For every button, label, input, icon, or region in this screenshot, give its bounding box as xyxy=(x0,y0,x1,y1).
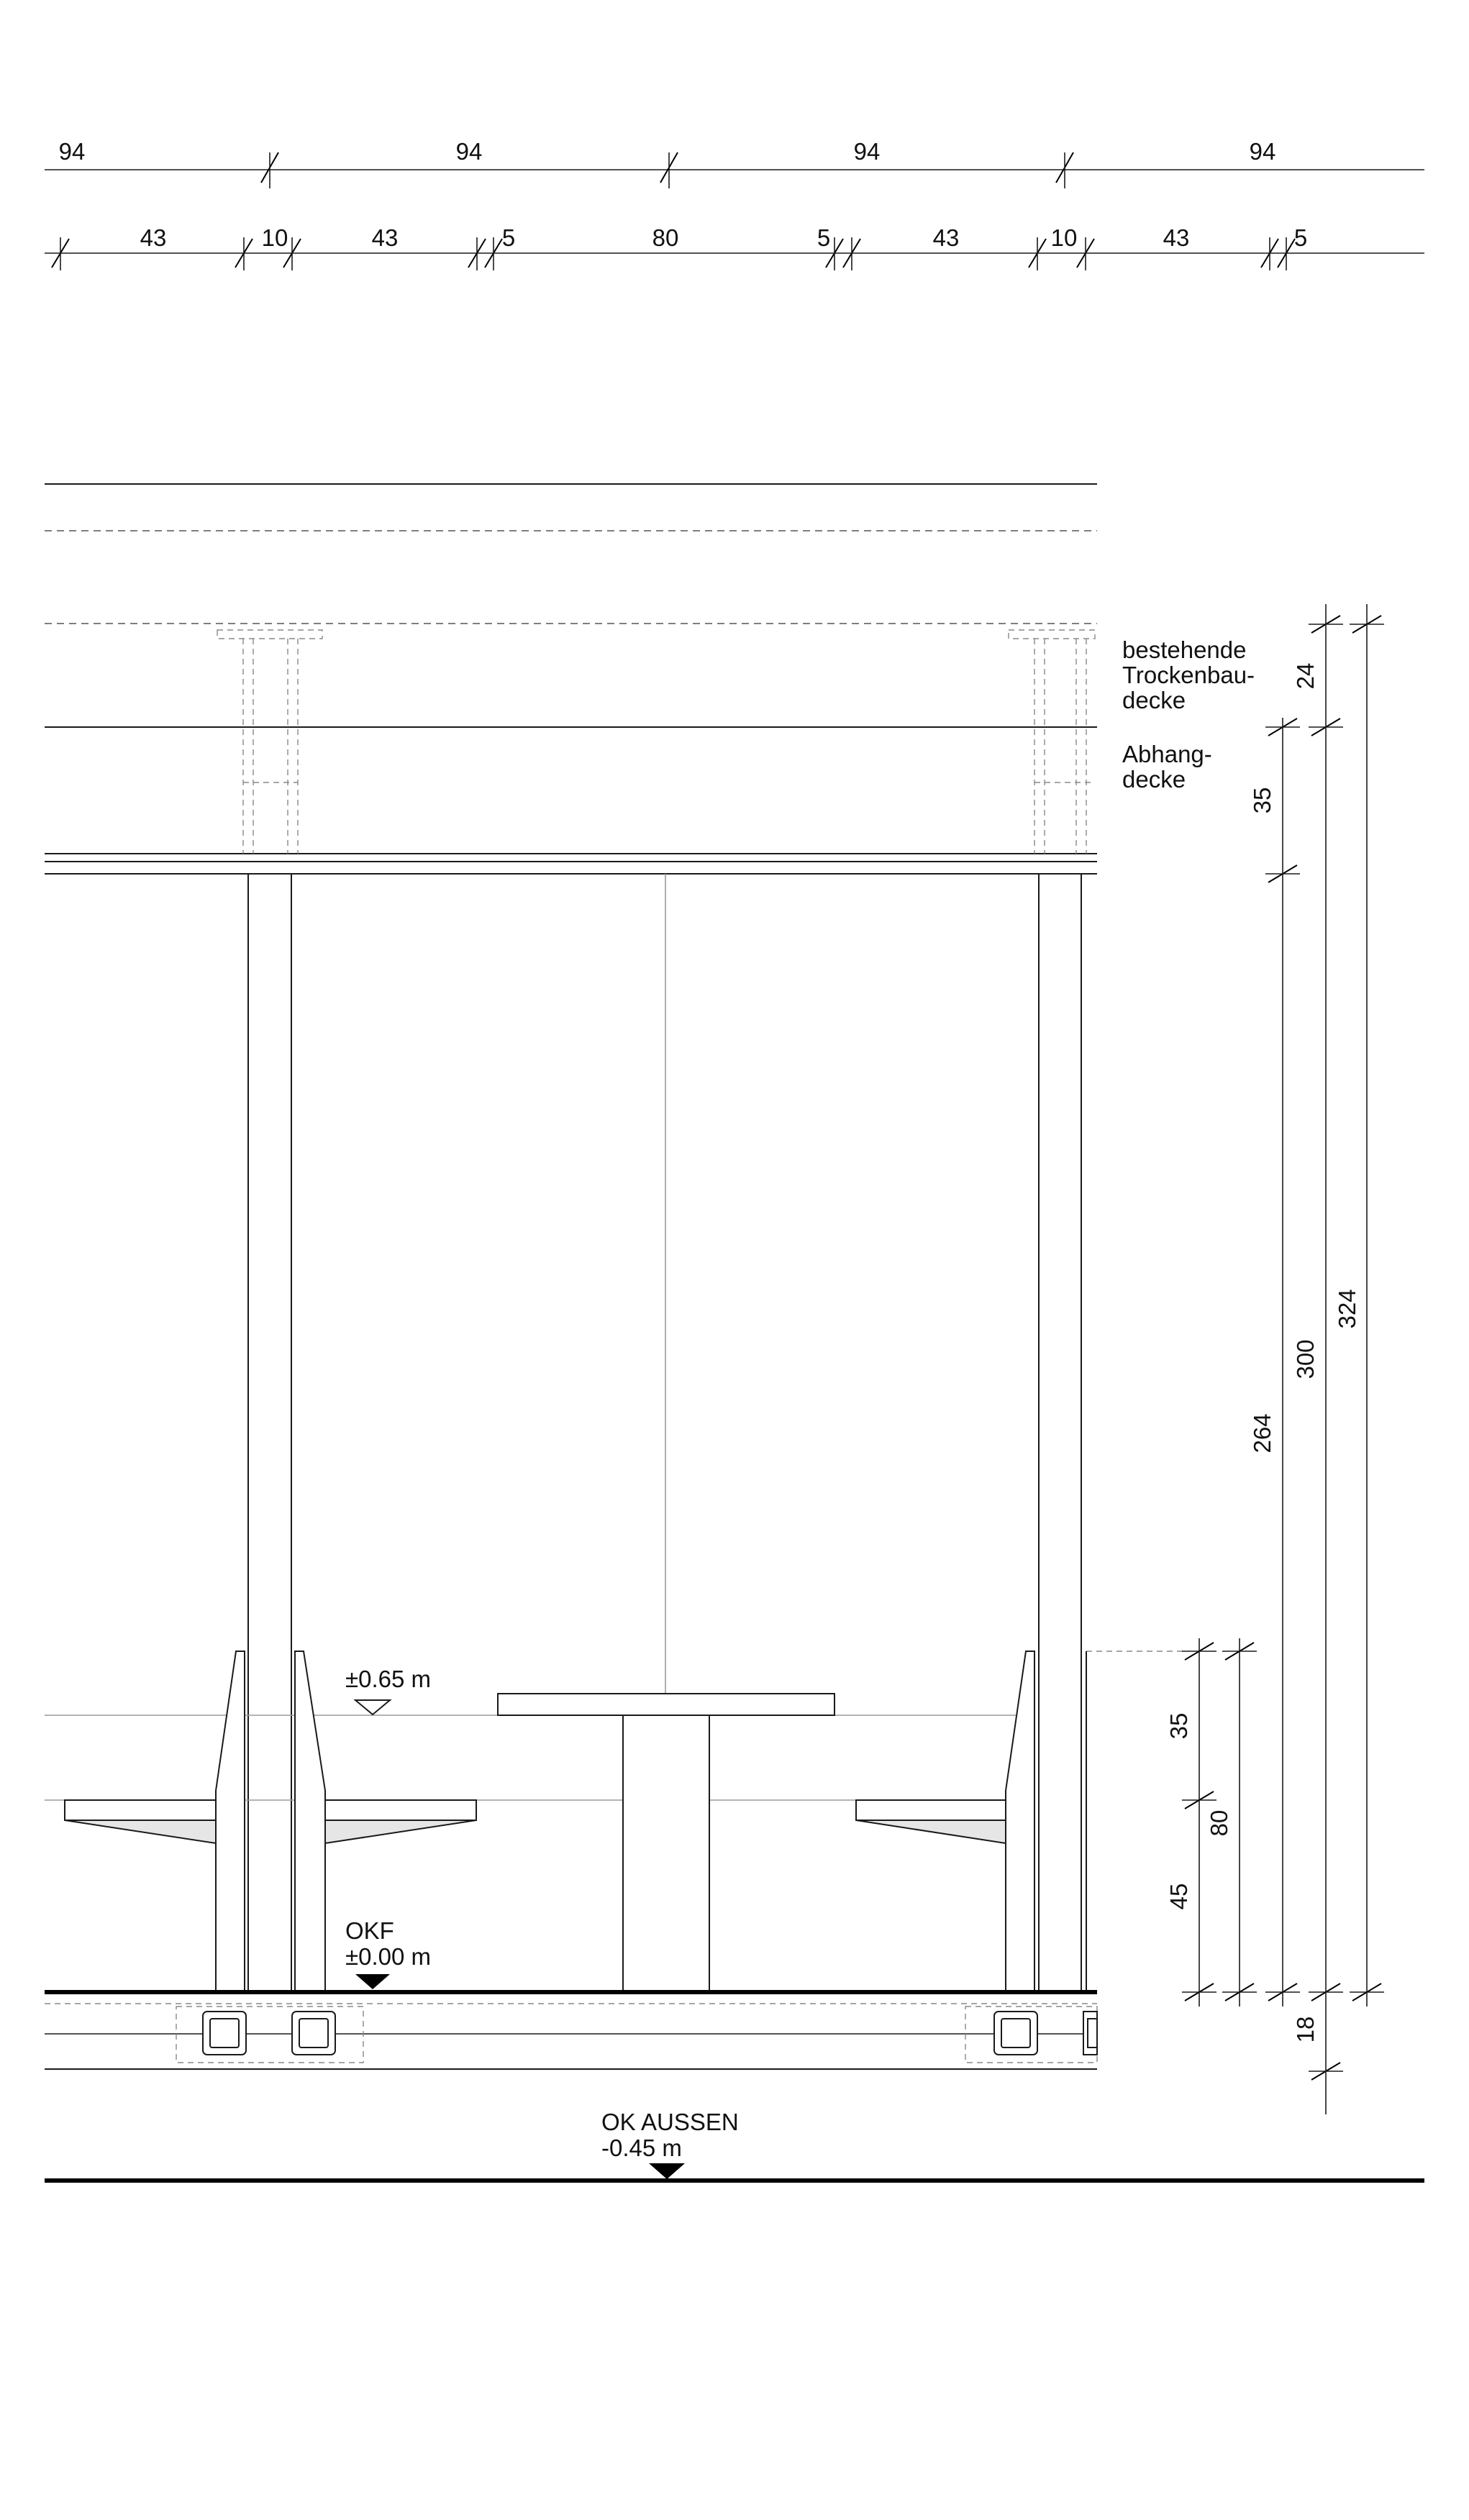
ceiling-structure xyxy=(45,484,1097,874)
dim-v-264: 264 xyxy=(1249,1413,1275,1453)
dim-2-8: 10 xyxy=(1050,224,1078,251)
level-marker-filled xyxy=(355,1974,390,1989)
dim-2-2: 10 xyxy=(261,224,288,251)
dim-v-45: 45 xyxy=(1165,1883,1192,1910)
level-marker-open xyxy=(355,1700,390,1715)
dim-2-3: 43 xyxy=(371,224,399,251)
dim-v-80: 80 xyxy=(1206,1809,1232,1837)
level-table-value: ±0.65 m xyxy=(345,1666,431,1692)
note-suspended-1: Abhang- xyxy=(1122,741,1212,767)
dim-v-18: 18 xyxy=(1292,2016,1319,2043)
annotation-suspended-ceiling xyxy=(1122,741,1212,793)
note-suspended-2: decke xyxy=(1122,766,1186,793)
note-existing-2: Trockenbau- xyxy=(1122,662,1255,688)
note-existing-1: bestehende xyxy=(1122,636,1247,663)
dim-2-1: 43 xyxy=(140,224,167,251)
dim-v-300: 300 xyxy=(1292,1339,1319,1379)
level-outside-label: OK AUSSEN xyxy=(601,2109,739,2135)
dim-2-9: 43 xyxy=(1163,224,1190,251)
level-outside-value: -0.45 m xyxy=(601,2135,682,2161)
level-floor-value: ±0.00 m xyxy=(345,1943,431,1970)
ceiling-hanger-right xyxy=(1009,630,1095,854)
dim-top-3: 94 xyxy=(853,138,881,165)
level-floor-label: OKF xyxy=(345,1917,394,1944)
vertical-dimensions xyxy=(1165,604,1384,2114)
table xyxy=(498,1694,834,1991)
dim-2-5: 80 xyxy=(652,224,679,251)
bench-left xyxy=(65,1651,245,1991)
level-table xyxy=(345,1666,431,1715)
dim-v-35-bench: 35 xyxy=(1165,1712,1192,1740)
dim-2-10: 5 xyxy=(1293,224,1308,251)
dim-2-4: 5 xyxy=(501,224,516,251)
dim-top-1: 94 xyxy=(58,138,86,165)
dimension-chain-second xyxy=(45,224,1424,270)
reference-lines xyxy=(45,1715,1016,1800)
dim-v-24: 24 xyxy=(1292,662,1319,690)
bench-right xyxy=(856,1651,1034,1991)
dim-v-35-ceiling: 35 xyxy=(1249,787,1275,814)
level-floor xyxy=(345,1917,431,1989)
outside-ground xyxy=(45,2109,1424,2181)
annotation-existing-ceiling xyxy=(1122,636,1255,713)
floor-structure xyxy=(45,1992,1097,2069)
dim-top-4: 94 xyxy=(1249,138,1276,165)
dim-2-6: 5 xyxy=(817,224,831,251)
level-marker-outside xyxy=(649,2163,685,2179)
dim-v-324: 324 xyxy=(1334,1289,1360,1329)
note-existing-3: decke xyxy=(1122,687,1186,713)
ceiling-hanger-left xyxy=(217,630,322,854)
dimension-chain-top xyxy=(45,138,1424,188)
dim-2-7: 43 xyxy=(932,224,960,251)
dim-top-2: 94 xyxy=(455,138,483,165)
